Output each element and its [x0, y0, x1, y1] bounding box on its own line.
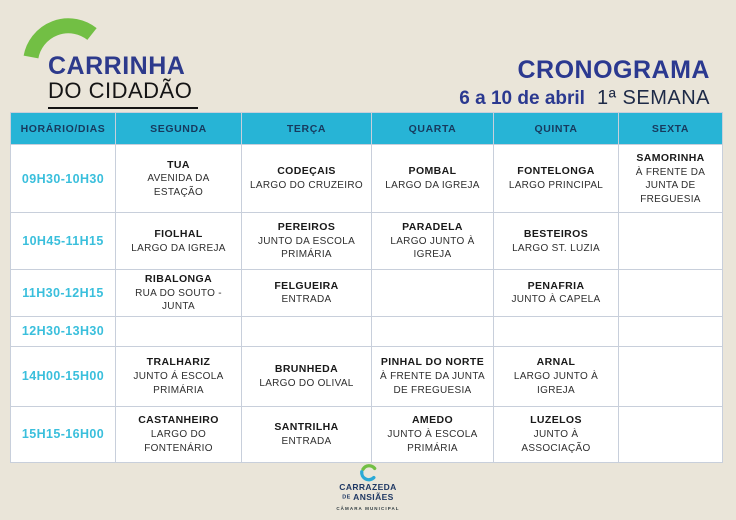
schedule-cell [242, 346, 372, 406]
schedule-cell [494, 213, 619, 270]
brand-title: CARRINHA [48, 52, 186, 80]
cell-place: JUNTO DA ESCOLA PRIMÁRIA [257, 235, 356, 261]
schedule-cell [619, 346, 723, 406]
schedule-cell [619, 406, 723, 462]
cell-place: LARGO DO FONTENÁRIO [144, 429, 213, 454]
schedule-cell [372, 346, 494, 406]
table-row [11, 406, 723, 462]
page-title: CRONOGRAMA [517, 56, 710, 84]
cell-place: LARGO JUNTO À IGREJA [390, 235, 475, 261]
cell-location: PEREIROS [277, 221, 336, 234]
schedule-cell [372, 270, 494, 317]
cell-place: LARGO ST. LUZIA [512, 242, 600, 254]
schedule-cell [494, 316, 619, 346]
column-header-sexta: SEXTA [619, 113, 723, 145]
time-cell: 14H00-15H00 [11, 346, 116, 406]
cell-place: LARGO DA IGREJA [385, 180, 480, 192]
cell-location: LUZELOS [530, 414, 582, 427]
cell-place: À FRENTE DA JUNTA DE FREGUESIA [635, 166, 706, 205]
schedule-cell [116, 346, 242, 406]
schedule-cell [494, 406, 619, 462]
cell-place: LARGO DO CRUZEIRO [250, 180, 363, 192]
cell-location: CODEÇAIS [277, 165, 336, 178]
cell-location: FELGUEIRA [274, 279, 339, 292]
schedule-cell [242, 316, 372, 346]
schedule-table [10, 112, 723, 463]
municipality-logo [0, 463, 736, 511]
table-row [11, 346, 723, 406]
municipality-org: CÂMARA MUNICIPAL [336, 505, 400, 511]
schedule-cell [494, 270, 619, 317]
municipality-name-line2: ANSIÃES [353, 491, 394, 502]
cell-location: BESTEIROS [523, 227, 589, 240]
schedule-cell [242, 270, 372, 317]
cell-location: AMEDO [411, 414, 454, 427]
schedule-cell [242, 406, 372, 462]
cell-location: FIOLHAL [154, 227, 203, 240]
time-cell: 10H45-11H15 [11, 213, 116, 270]
cell-location: RIBALONGA [144, 273, 213, 285]
municipality-name-line1: CARRAZEDA [339, 482, 397, 492]
cell-location: PINHAL DO NORTE [380, 356, 485, 369]
cell-place: À FRENTE DA JUNTA DE FREGUESIA [380, 371, 485, 396]
schedule-cell [116, 213, 242, 270]
column-header-quinta: QUINTA [494, 113, 619, 145]
cell-place: LARGO JUNTO À IGREJA [513, 371, 599, 396]
cell-location: FONTELONGA [517, 165, 595, 178]
cell-location: PENAFRIA [527, 279, 585, 292]
cell-location: CASTANHEIRO [138, 414, 219, 427]
cell-place: LARGO PRINCIPAL [508, 180, 604, 192]
column-header-quarta: QUARTA [372, 113, 494, 145]
schedule-cell [494, 145, 619, 213]
schedule-cell [494, 346, 619, 406]
schedule-cell [116, 316, 242, 346]
cell-location: TRALHARIZ [146, 356, 211, 369]
cell-place: ENTRADA [281, 294, 332, 306]
table-row [11, 316, 723, 346]
schedule-cell [619, 213, 723, 270]
table-row [11, 213, 723, 270]
schedule-cell [116, 145, 242, 213]
cell-location: SANTRILHA [274, 421, 339, 434]
cell-place: ENTRADA [281, 435, 332, 447]
table-row [11, 270, 723, 317]
cell-location: BRUNHEDA [274, 363, 339, 376]
schedule-cell [372, 213, 494, 270]
cell-location: SAMORINHA [636, 151, 705, 164]
column-header-terca: TERÇA [242, 113, 372, 145]
time-cell: 09H30-10H30 [11, 145, 116, 213]
schedule-cell [242, 213, 372, 270]
brand-subtitle: DO CIDADÃO [48, 78, 198, 109]
cell-place: LARGO DA IGREJA [131, 242, 226, 254]
cell-place: JUNTO À ESCOLA PRIMÁRIA [387, 429, 478, 454]
cell-place: JUNTO À ASSOCIAÇÃO [521, 429, 591, 454]
municipality-name [339, 483, 396, 503]
schedule-cell [619, 145, 723, 213]
cell-place: JUNTO À CAPELA [511, 294, 601, 306]
heading-subline [459, 87, 710, 110]
cell-location: PARADELA [402, 221, 463, 234]
time-cell: 15H15-16H00 [11, 406, 116, 462]
table-row [11, 145, 723, 213]
cell-location: TUA [167, 158, 190, 171]
schedule-cell [372, 145, 494, 213]
cell-place: AVENIDA DA ESTAÇÃO [147, 173, 210, 198]
header-row [11, 113, 723, 145]
cell-place: RUA DO SOUTO - JUNTA [135, 287, 222, 313]
schedule-cell [372, 316, 494, 346]
cell-place: JUNTO Á ESCOLA PRIMÁRIA [133, 371, 224, 396]
schedule-cell [116, 406, 242, 462]
date-range: 6 a 10 de abril [459, 88, 585, 109]
schedule-cell [619, 316, 723, 346]
cell-location: ARNAL [536, 356, 576, 369]
column-header-segunda: SEGUNDA [116, 113, 242, 145]
time-cell: 11H30-12H15 [11, 270, 116, 317]
schedule-cell [619, 270, 723, 317]
cell-place: LARGO DO OLIVAL [259, 377, 354, 389]
heading-block [459, 56, 710, 110]
week-label: 1ª SEMANA [596, 87, 710, 109]
municipality-mark-icon [358, 463, 378, 483]
time-cell: 12H30-13H30 [11, 316, 116, 346]
municipality-name-de: DE [342, 494, 351, 501]
cell-location: POMBAL [408, 165, 457, 178]
column-header-horario: HORÁRIO/DIAS [11, 113, 116, 145]
schedule-cell [242, 145, 372, 213]
schedule-cell [372, 406, 494, 462]
schedule-cell [116, 270, 242, 317]
